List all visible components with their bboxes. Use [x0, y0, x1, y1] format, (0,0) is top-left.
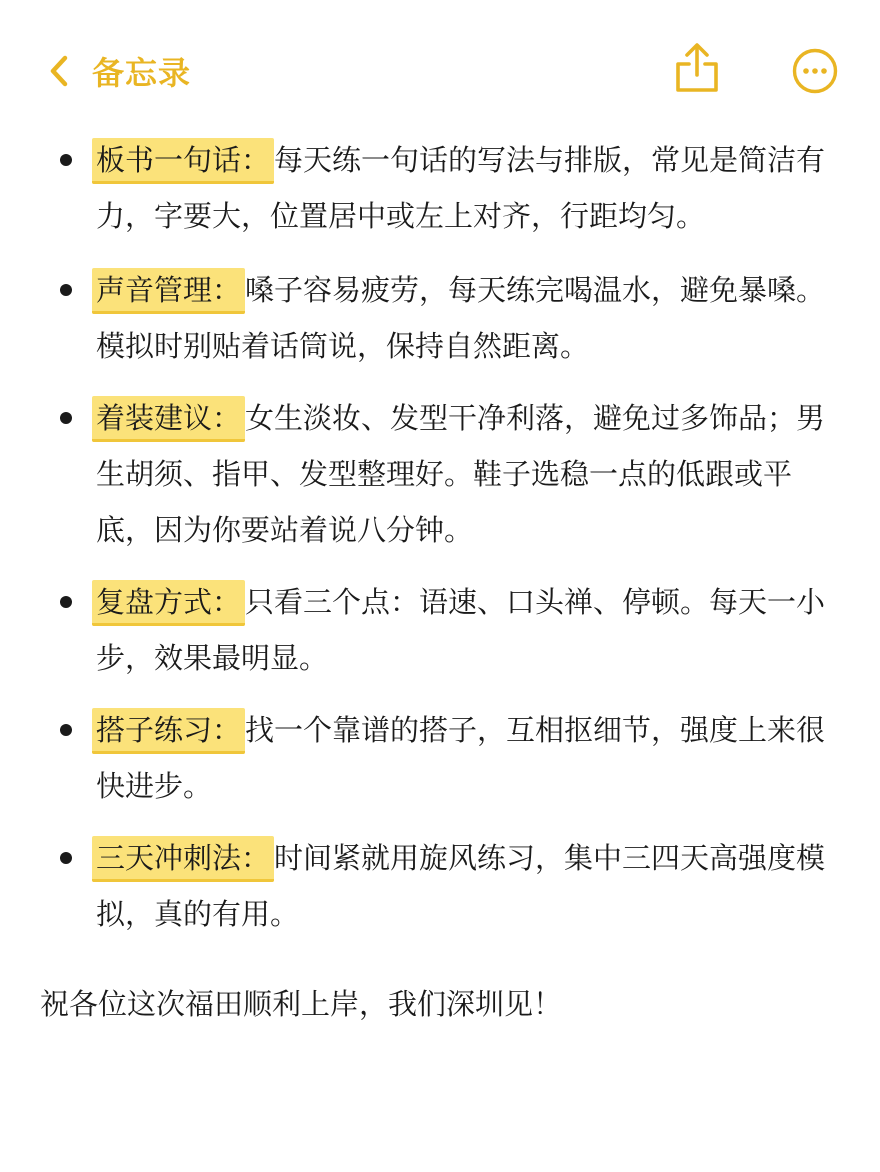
- share-button[interactable]: [674, 42, 720, 94]
- item-text: 女生淡妆、发型干净利落，避免过多饰品；男生胡须、指甲、发型整理好。鞋子选稳一点的低跟或平底，因为你要站着说八分钟。: [96, 401, 826, 547]
- back-label: 备忘录: [92, 54, 192, 92]
- list-item: [96, 702, 846, 814]
- highlighted-title: 复盘方式：: [92, 580, 245, 626]
- more-options-button[interactable]: [792, 48, 838, 94]
- item-text: 只看三个点：语速、口头禅、停顿。每天一小步，效果最明显。: [96, 585, 826, 675]
- highlighted-title: 声音管理：: [92, 268, 245, 314]
- list-item: [96, 132, 846, 244]
- bullet-dot: [60, 154, 72, 166]
- list-item: [96, 390, 846, 558]
- bullet-dot: [60, 596, 72, 608]
- item-text: 找一个靠谱的搭子，互相抠细节，强度上来很快进步。: [96, 713, 826, 803]
- bullet-dot: [60, 852, 72, 864]
- list-item: [96, 262, 846, 374]
- bullet-dot: [60, 724, 72, 736]
- highlighted-title: 着装建议：: [92, 396, 245, 442]
- item-text: 时间紧就用旋风练习，集中三四天高强度模拟，真的有用。: [96, 841, 826, 931]
- highlighted-title: 三天冲刺法：: [92, 836, 274, 882]
- back-button[interactable]: [48, 46, 191, 96]
- chevron-left-icon: [48, 54, 70, 88]
- item-text: 嗓子容易疲劳，每天练完喝温水，避免暴嗓。模拟时别贴着话筒说，保持自然距离。: [96, 273, 826, 363]
- highlighted-title: 板书一句话：: [92, 138, 274, 184]
- closing-text: 祝各位这次福田顺利上岸，我们深圳见！: [40, 987, 563, 1021]
- highlighted-title: 搭子练习：: [92, 708, 245, 754]
- list-item: [96, 830, 846, 942]
- bullet-dot: [60, 412, 72, 424]
- more-icon: [792, 48, 838, 94]
- navigation-bar: [0, 0, 880, 130]
- bullet-dot: [60, 284, 72, 296]
- share-icon: [674, 42, 720, 94]
- item-text: 每天练一句话的写法与排版，常见是简洁有力，字要大，位置居中或左上对齐，行距均匀。: [96, 143, 826, 233]
- list-item: [96, 574, 846, 686]
